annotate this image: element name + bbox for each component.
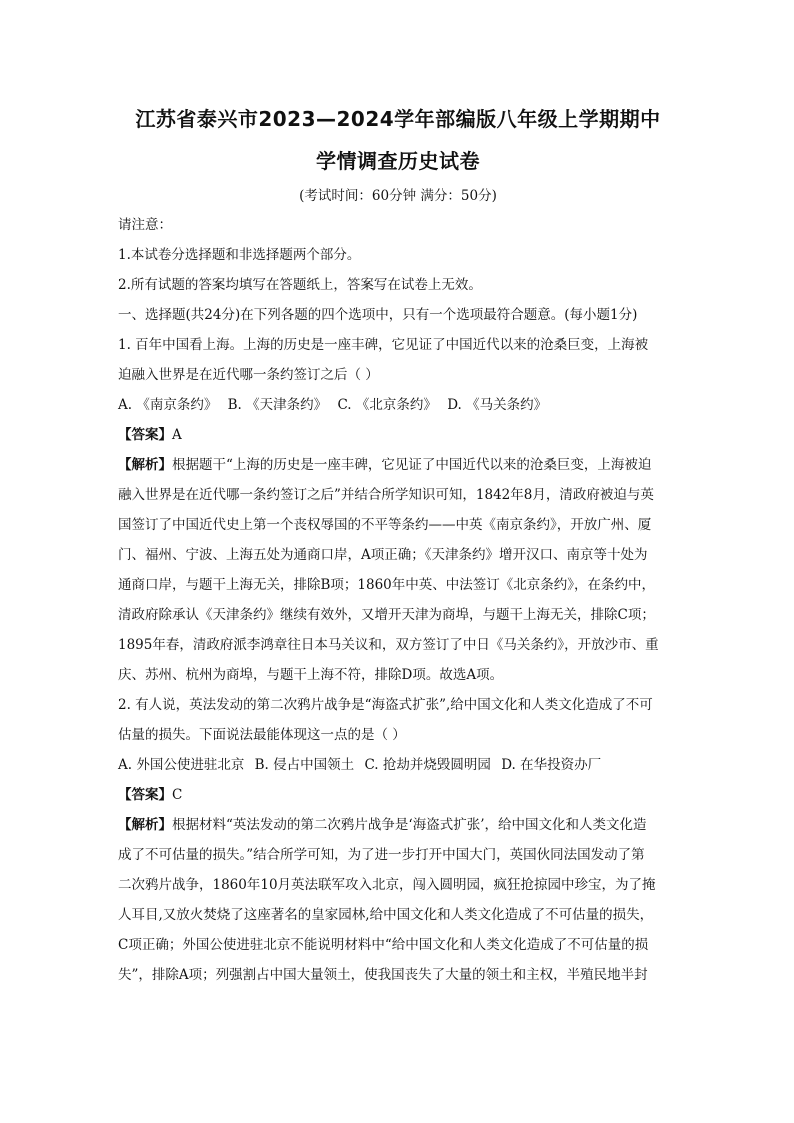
analysis-tag: 【解析】 — [118, 457, 172, 473]
question-1-options — [118, 390, 678, 420]
question-2-stem: 估量的损失。下面说法最能体现这一点的是（ ） — [118, 727, 406, 743]
answer-value: C — [172, 787, 183, 803]
analysis-line: C项正确；外国公使进驻北京不能说明材料中“给中国文化和人类文化造成了不可估量的损 — [118, 937, 649, 953]
option-d: D. 《马关条约》 — [447, 397, 548, 413]
question-2-answer — [118, 780, 678, 810]
document-title-line1: 江苏省泰兴市2023—2024学年部编版八年级上学期期中 — [135, 107, 661, 131]
document-title-line2: 学情调查历史试卷 — [316, 149, 480, 173]
analysis-line: 二次鸦片战争，1860年10月英法联军攻入北京，闯入圆明园，疯狂抢掠园中珍宝，为了掩 — [118, 877, 656, 893]
analysis-line: 国签订了中国近代史上第一个丧权辱国的不平等条约——中英《南京条约》，开放广州、厦 — [118, 517, 652, 533]
option-b: B. 《天津条约》 — [227, 397, 328, 413]
analysis-line: 门、福州、宁波、上海五处为通商口岸，A项正确；《天津条约》增开汉口、南京等十处为 — [118, 547, 648, 563]
answer-value: A — [172, 427, 182, 443]
analysis-line: 通商口岸，与题干上海无关，排除B项；1860年中英、中法签订《北京条约》，在条约中， — [118, 577, 656, 593]
question-1-stem: 迫融入世界是在近代哪一条约签订之后（ ） — [118, 367, 379, 383]
question-2-options — [118, 750, 678, 780]
analysis-line: 成了不可估量的损失。”结合所学可知，为了进一步打开中国大门，英国伙同法国发动了第 — [118, 847, 645, 863]
question-1-stem: 1. 百年中国看上海。上海的历史是一座丰碑，它见证了中国近代以来的沧桑巨变，上海被 — [118, 337, 649, 353]
question-2-stem: 2. 有人说，英法发动的第二次鸦片战争是“海盗式扩张”,给中国文化和人类文化造成了不可 — [118, 697, 653, 713]
answer-tag: 【答案】 — [118, 787, 172, 803]
option-d: D. 在华投资办厂 — [501, 757, 602, 773]
question-2-analysis — [118, 810, 678, 840]
question-1-answer — [118, 420, 678, 450]
question-1-analysis — [118, 450, 678, 480]
analysis-line: 庆、苏州、杭州为商埠，与题干上海不符，排除D项。故选A项。 — [118, 667, 504, 683]
analysis-line: 融入世界是在近代哪一条约签订之后”并结合所学知识可知，1842年8月，清政府被迫与英 — [118, 487, 654, 503]
analysis-line: 根据题干“上海的历史是一座丰碑，它见证了中国近代以来的沧桑巨变，上海被迫 — [172, 457, 652, 473]
analysis-line: 根据材料“英法发动的第二次鸦片战争是‘海盗式扩张’，给中国文化和人类文化造 — [172, 817, 647, 833]
option-c: C. 《北京条约》 — [337, 397, 437, 413]
option-a: A. 《南京条约》 — [118, 397, 218, 413]
notice-label: 请注意： — [118, 217, 172, 233]
answer-tag: 【答案】 — [118, 427, 172, 443]
analysis-line: 人耳目,又放火焚烧了这座著名的皇家园林,给中国文化和人类文化造成了不可估量的损失， — [118, 907, 654, 923]
document-content — [118, 104, 678, 990]
option-b: B. 侵占中国领土 — [254, 757, 355, 773]
notice-item: 1.本试卷分选择题和非选择题两个部分。 — [118, 247, 361, 263]
option-c: C. 抢劫并烧毁圆明园 — [364, 757, 491, 773]
analysis-tag: 【解析】 — [118, 817, 172, 833]
analysis-line: 清政府除承认《天津条约》继续有效外，又增开天津为商埠，与题干上海无关，排除C项； — [118, 607, 655, 623]
section-heading: 一、选择题(共24分)在下列各题的四个选项中，只有一个选项最符合题意。(每小题1分) — [118, 307, 638, 323]
notice-item: 2.所有试题的答案均填写在答题纸上，答案写在试卷上无效。 — [118, 277, 482, 293]
exam-info: (考试时间：60分钟 满分：50分) — [299, 188, 497, 204]
analysis-line: 失”，排除A项；列强割占中国大量领土，使我国丧失了大量的领土和主权，半殖民地半封 — [118, 967, 648, 983]
option-a: A. 外国公使进驻北京 — [118, 757, 245, 773]
analysis-line: 1895年春，清政府派李鸿章往日本马关议和，双方签订了中日《马关条约》，开放沙市、重 — [118, 637, 659, 653]
